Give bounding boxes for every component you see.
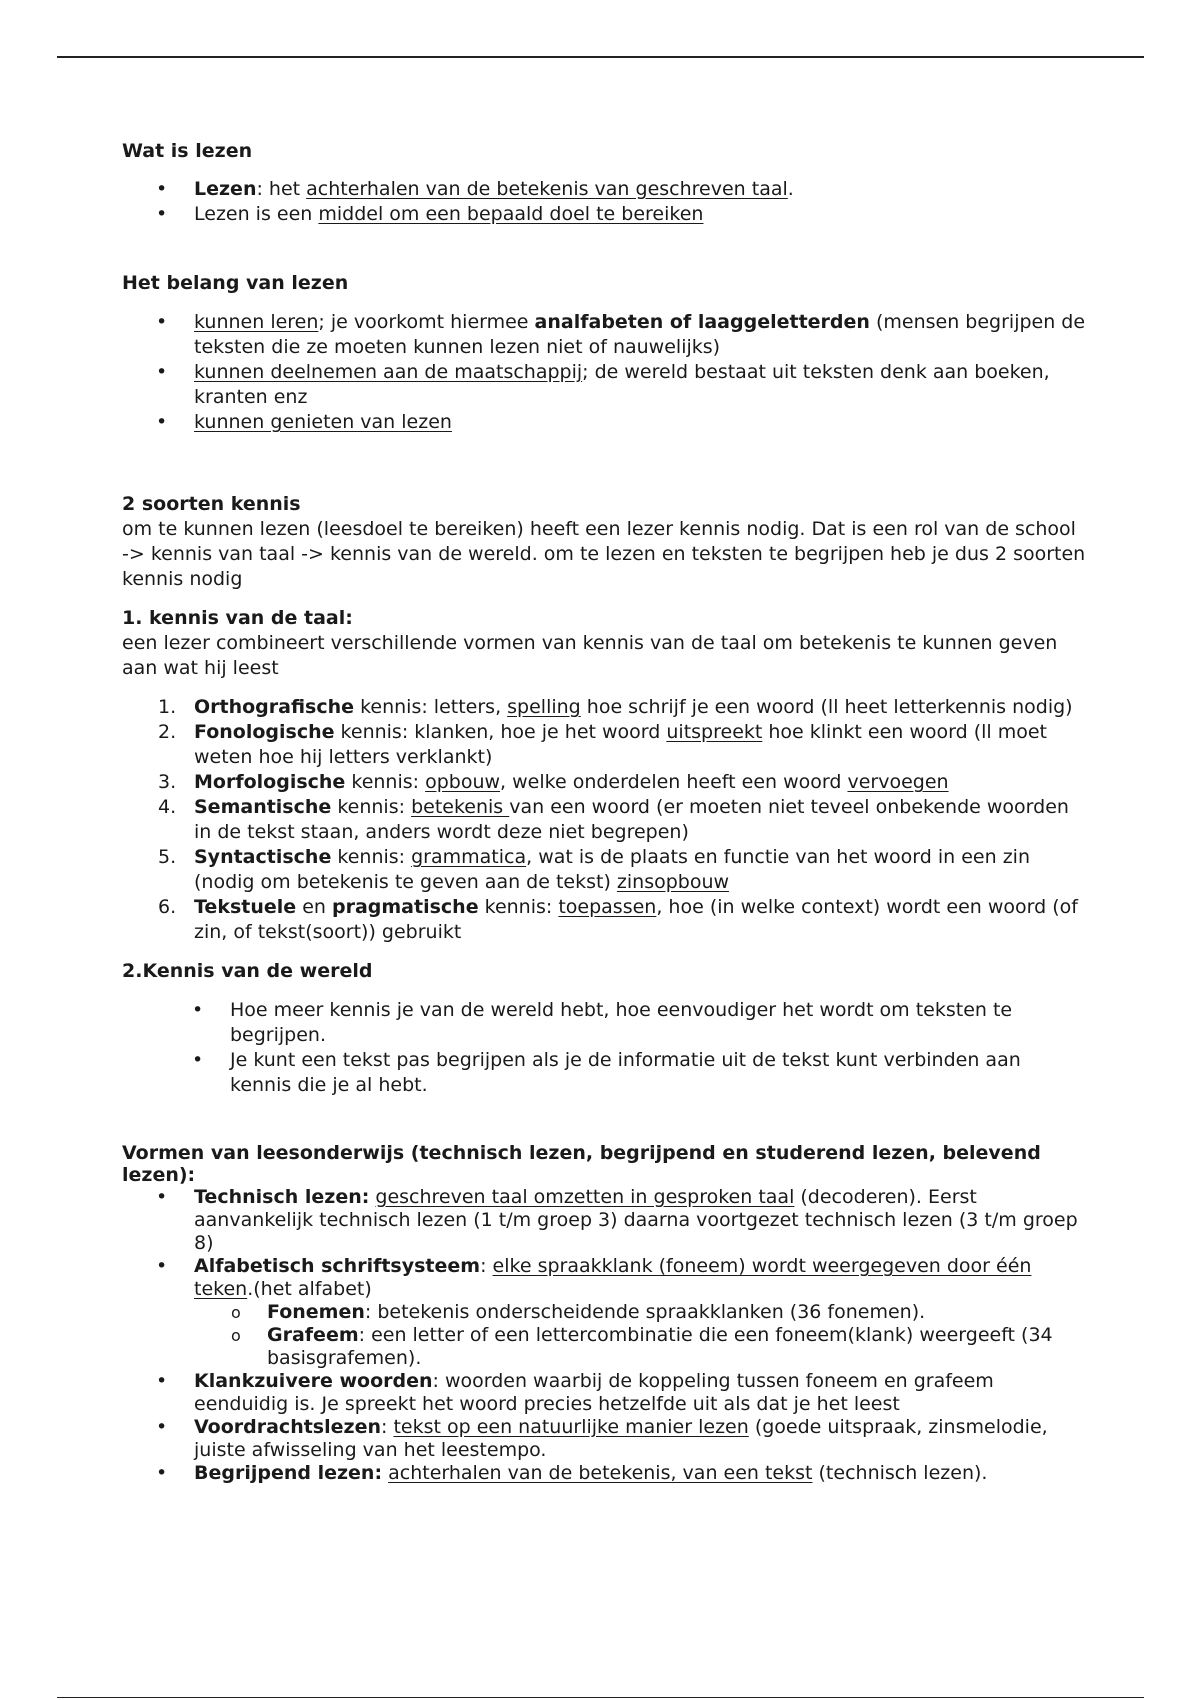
- list-item: • Klankzuivere woorden: woorden waarbij de koppeling tussen foneem en grafeem eenduidig is. Je spreekt het woord precies hetzelfde uit als dat je het leest: [122, 1370, 1087, 1416]
- heading-kennis-wereld: 2.Kennis van de wereld: [122, 960, 373, 982]
- list-belang: [122, 310, 1087, 435]
- list-item: 5. Syntactische kennis: grammatica, wat is de plaats en functie van het woord in een zin (nodig om betekenis te geven aan de tekst) zinsopbouw: [158, 846, 1030, 893]
- list-item: • kunnen genieten van lezen: [122, 410, 1087, 435]
- list-item: 3. Morfologische kennis: opbouw, welke onderdelen heeft een woord vervoegen: [158, 771, 949, 793]
- list-item: • kunnen deelnemen aan de maatschappij; de wereld bestaat uit teksten denk aan boeken, kranten enz: [122, 360, 1087, 410]
- list-item: • Je kunt een tekst pas begrijpen als je de informatie uit de tekst kunt verbinden aan kennis die je al hebt.: [122, 1048, 1087, 1098]
- heading-kennis-taal: 1. kennis van de taal:: [122, 607, 353, 629]
- list-item: • Begrijpend lezen: achterhalen van de betekenis, van een tekst (technisch lezen).: [122, 1462, 1087, 1485]
- list-kennis-taal: [122, 695, 1087, 945]
- heading-soorten-kennis: 2 soorten kennis: [122, 493, 301, 515]
- heading-belang: Het belang van lezen: [122, 272, 349, 294]
- list-item: 1. Orthografische kennis: letters, spelling hoe schrijf je een woord (ll heet letterkennis nodig): [158, 696, 1073, 718]
- list-item: • Lezen is een middel om een bepaald doel te bereiken: [122, 202, 1087, 227]
- list-kennis-wereld: [122, 998, 1087, 1098]
- list-item: 2. Fonologische kennis: klanken, hoe je het woord uitspreekt hoe klinkt een woord (ll moet weten hoe hij letters verklankt): [158, 721, 1047, 768]
- sub-list-item: o Grafeem: een letter of een lettercombinatie die een foneem(klank) weergeeft (34 basisgrafemen).: [122, 1324, 1087, 1370]
- heading-wat-is-lezen: Wat is lezen: [122, 140, 253, 162]
- list-item: 4. Semantische kennis: betekenis van een woord (er moeten niet teveel onbekende woorden in de tekst staan, anders wordt deze niet begrepen): [158, 796, 1069, 843]
- footer-rule: [57, 1697, 1144, 1698]
- paragraph-soorten-kennis: om te kunnen lezen (leesdoel te bereiken) heeft een lezer kennis nodig. Dat is een rol van de school -> kennis van taal -> kennis van de wereld. om te lezen en teksten te begrijpen heb je dus 2 soorten kennis nodig: [122, 518, 1086, 590]
- list-item: • kunnen leren; je voorkomt hiermee analfabeten of laaggeletterden (mensen begrijpen de teksten die ze moeten kunnen lezen niet of nauwelijks): [122, 310, 1087, 360]
- list-vormen-leesonderwijs: [122, 1186, 1087, 1485]
- heading-vormen-leesonderwijs: Vormen van leesonderwijs (technisch lezen, begrijpend en studerend lezen, belevend lezen):: [122, 1142, 1041, 1186]
- list-wat-is-lezen: [122, 177, 1087, 227]
- list-item: • Lezen: het achterhalen van de betekenis van geschreven taal.: [122, 177, 1087, 202]
- list-item: • Hoe meer kennis je van de wereld hebt, hoe eenvoudiger het wordt om teksten te begrijpen.: [122, 998, 1087, 1048]
- list-item: • Voordrachtslezen: tekst op een natuurlijke manier lezen (goede uitspraak, zinsmelodie, juiste afwisseling van het leestempo.: [122, 1416, 1087, 1462]
- header-rule: [57, 56, 1144, 58]
- list-item: • Alfabetisch schriftsysteem: elke spraakklank (foneem) wordt weergegeven door één teken.(het alfabet): [122, 1255, 1087, 1301]
- list-item: 6. Tekstuele en pragmatische kennis: toepassen, hoe (in welke context) wordt een woord (of zin, of tekst(soort)) gebruikt: [158, 896, 1078, 943]
- sub-list-item: o Fonemen: betekenis onderscheidende spraakklanken (36 fonemen).: [122, 1301, 1087, 1324]
- document-body: [122, 139, 1087, 1485]
- paragraph-kennis-taal: een lezer combineert verschillende vormen van kennis van de taal om betekenis te kunnen geven aan wat hij leest: [122, 632, 1058, 679]
- list-item: • Technisch lezen: geschreven taal omzetten in gesproken taal (decoderen). Eerst aanvankelijk technisch lezen (1 t/m groep 3) daarna voortgezet technisch lezen (3 t/m groep 8): [122, 1186, 1087, 1255]
